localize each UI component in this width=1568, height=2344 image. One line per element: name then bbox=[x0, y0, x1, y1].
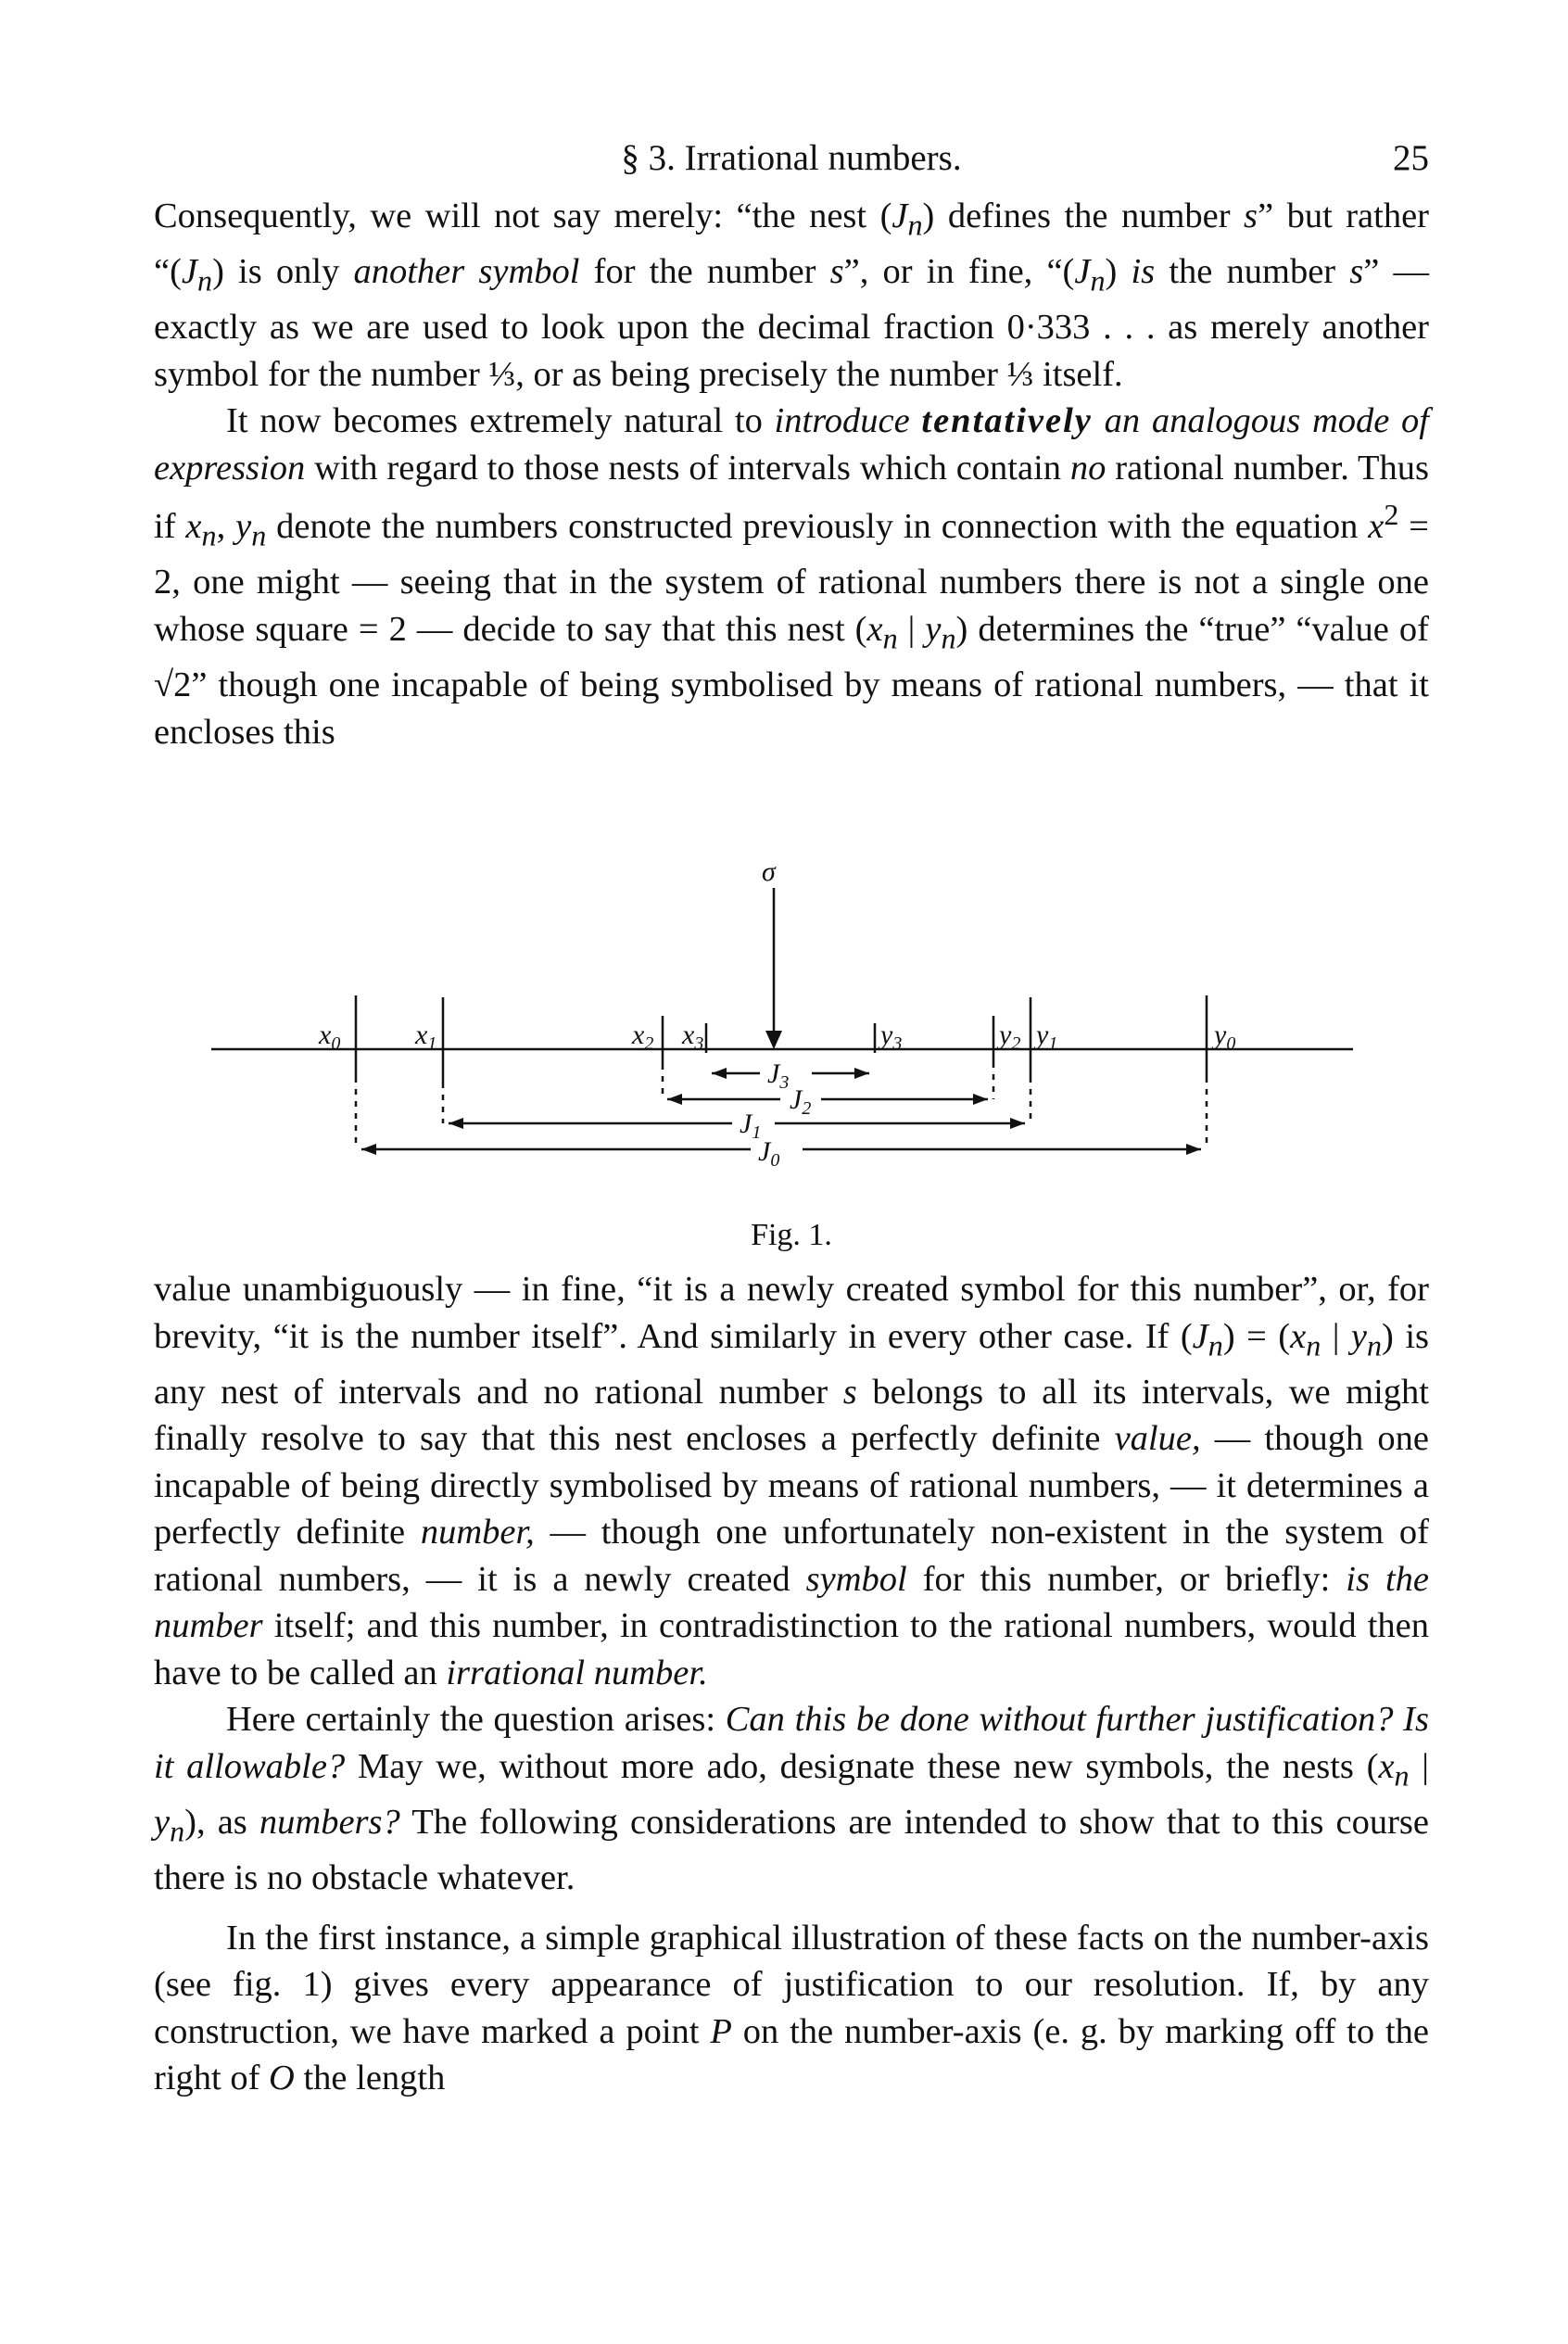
label-J0: $J_0$ bbox=[758, 1136, 780, 1171]
label-x0: $x_0$ bbox=[319, 1020, 341, 1054]
sigma-label: σ bbox=[762, 856, 776, 887]
number-axis-diagram bbox=[0, 834, 1568, 1223]
J3-arrow-left bbox=[712, 1068, 727, 1079]
label-J1: $J_1$ bbox=[740, 1109, 762, 1143]
paragraph-5: In the first instance, a simple graphical illustration of these facts on the number-axis (see fig. 1) gives every appearance of justification to our resolution. If, by any construction, we have marked a point P on the number-axis (e. g. by marking off to the right of O the length bbox=[154, 1918, 1429, 2098]
label-y2: $y_2$ bbox=[999, 1020, 1021, 1054]
J1-arrow-left bbox=[449, 1118, 463, 1129]
label-J2: $J_2$ bbox=[790, 1084, 812, 1119]
page-number: 25 bbox=[1393, 138, 1429, 178]
label-x1: $x_1$ bbox=[415, 1020, 437, 1054]
J2-arrow-left bbox=[667, 1094, 682, 1105]
figure-caption: Fig. 1. bbox=[751, 1218, 832, 1252]
J0-arrow-right bbox=[1186, 1144, 1201, 1155]
label-y0: $y_0$ bbox=[1214, 1020, 1236, 1054]
paragraph-3: value unambiguously — in fine, “it is a newly created symbol for this number”, or, for brevity, “it is the number itself”. And similarly in every other case. If $(J_n) = (x_n$ | $y_n$) is any nest of intervals and no rational number s belongs to all its intervals, we might finally resolve to say that this nest encloses a perfectly definite value, — though one incapable of being directly symbolised by means of rational numbers, — it determines a perfectly definite number, — though one unfortunately non-existent in the system of rational numbers, — it is a newly created symbol for this number, or briefly: is the number itself; and this number, in contradistinction to the rational numbers, would then have to be called an irrational number. bbox=[154, 1270, 1430, 1692]
text-block-bottom bbox=[154, 1266, 1429, 2102]
paragraph-2: It now becomes extremely natural to introduce tentatively an analogous mode of expression with regard to those nests of intervals which contain no rational number. Thus if $x_n$, $y_n$ denote the numbers constructed previously in connection with the equation $x^2 = 2$, one might — seeing that in the system of rational numbers there is not a single one whose square = 2 — decide to say that this nest ($x_n$ | $y_n$) determines the “true” “value of √2” though one incapable of being symbolised by means of rational numbers, — that it encloses this bbox=[154, 401, 1430, 752]
J1-arrow-right bbox=[1010, 1118, 1025, 1129]
label-J3: $J_3$ bbox=[767, 1058, 790, 1093]
J2-arrow-right bbox=[973, 1094, 988, 1105]
text-block-top bbox=[154, 193, 1429, 755]
paragraph-4: Here certainly the question arises: Can this be done without further justification? Is it allowable? May we, without more ado, designate these new symbols, the nests ($x_n$ | $y_n$), as numbers? The following considerations are intended to show that to this course there is no obstacle whatever. bbox=[154, 1700, 1430, 1898]
paragraph-1: Consequently, we will not say merely: “the nest $(J_n)$ defines the number s” but rather “$(J_n)$ is only another symbol for the number s”, or in fine, “$(J_n)$ is the number s” — exactly as we are used to look upon the decimal fraction 0·333 . . . as merely another symbol for the number ⅓, or as being precisely the number ⅓ itself. bbox=[154, 196, 1430, 394]
figure-nest-of-intervals bbox=[0, 834, 1568, 1223]
label-x3: $x_3$ bbox=[682, 1020, 704, 1054]
section-title: § 3. Irrational numbers. bbox=[621, 138, 962, 178]
running-header bbox=[154, 130, 1429, 185]
sigma-arrow-head bbox=[765, 1031, 782, 1049]
label-y1: $y_1$ bbox=[1036, 1020, 1058, 1054]
J0-arrow-left bbox=[361, 1144, 376, 1155]
label-x2: $x_2$ bbox=[632, 1020, 654, 1054]
label-y3: $y_3$ bbox=[880, 1020, 903, 1054]
J3-arrow-right bbox=[854, 1068, 869, 1079]
